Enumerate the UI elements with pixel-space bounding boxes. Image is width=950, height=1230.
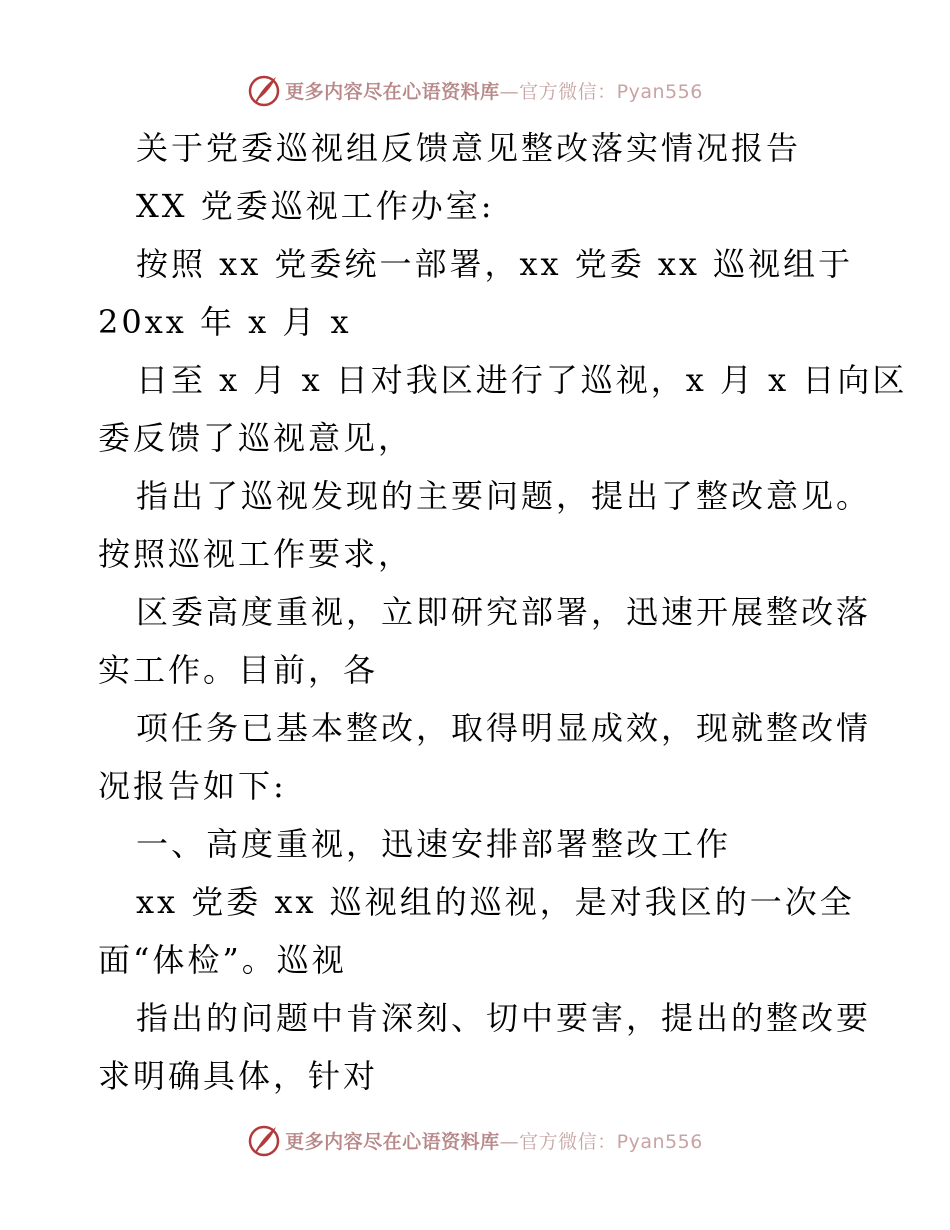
document-line: 日至 x 月 x 日对我区进行了巡视，x 月 x 日向区 xyxy=(136,361,908,399)
document-line: 委反馈了巡视意见， xyxy=(98,419,414,457)
document-line: 指出了巡视发现的主要问题，提出了整改意见。 xyxy=(136,477,872,515)
footer-watermark-banner xyxy=(0,1120,950,1160)
document-line: 求明确具体，针对 xyxy=(98,1057,379,1095)
document-line: 按照巡视工作要求， xyxy=(98,535,414,573)
document-line: xx 党委 xx 巡视组的巡视，是对我区的一次全 xyxy=(136,883,855,921)
section-heading: 一、高度重视，迅速安排部署整改工作 xyxy=(136,825,732,863)
document-line: 项任务已基本整改，取得明显成效，现就整改情 xyxy=(136,709,872,747)
header-watermark-banner xyxy=(0,70,950,110)
document-line: 况报告如下: xyxy=(98,767,287,805)
document-line: XX 党委巡视工作办室: xyxy=(136,187,495,225)
document-line: 面“体检”。巡视 xyxy=(98,941,347,979)
document-title: 关于党委巡视组反馈意见整改落实情况报告 xyxy=(136,129,802,167)
document-line: 指出的问题中肯深刻、切中要害，提出的整改要 xyxy=(136,999,872,1037)
document-line: 实工作。目前，各 xyxy=(98,651,379,689)
document-line: 20xx 年 x 月 x xyxy=(98,303,352,341)
document-line: 按照 xx 党委统一部署，xx 党委 xx 巡视组于 xyxy=(136,245,854,283)
quill-pen-logo-icon xyxy=(247,1123,281,1157)
document-line: 区委高度重视，立即研究部署，迅速开展整改落 xyxy=(136,593,872,631)
quill-pen-logo-icon xyxy=(247,73,281,107)
header-banner-text: 更多内容尽在心语资料库—官方微信：Pyan556 xyxy=(285,80,703,103)
footer-banner-text: 更多内容尽在心语资料库—官方微信：Pyan556 xyxy=(285,1130,703,1153)
